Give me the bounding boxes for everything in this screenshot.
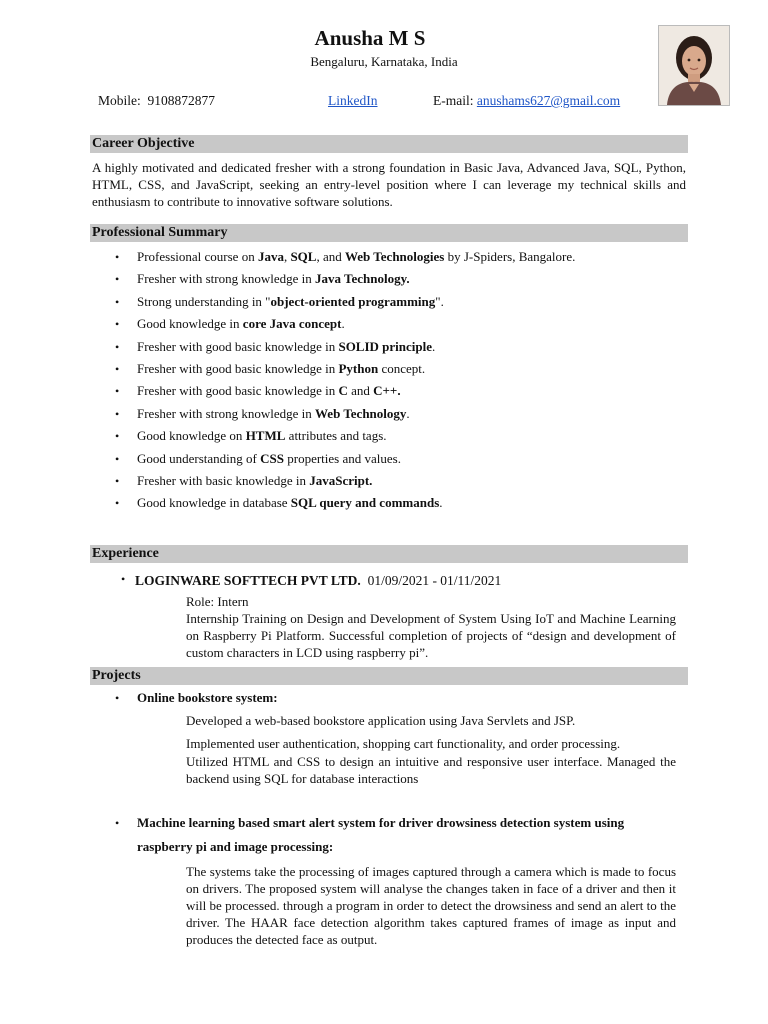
mobile-row xyxy=(98,93,215,109)
project-1-title: Online bookstore system: xyxy=(137,690,278,705)
experience-dates: 01/09/2021 - 01/11/2021 xyxy=(367,573,502,588)
summary-item: Fresher with strong knowledge in Web Technology. xyxy=(137,405,410,421)
project-1-line-2: Implemented user authentication, shopping cart functionality, and order processing. xyxy=(186,736,621,751)
section-professional-summary: Professional Summary xyxy=(90,224,688,242)
summary-item: Good knowledge in database SQL query and commands. xyxy=(137,495,443,511)
experience-bullet: • xyxy=(121,572,126,586)
mobile-label: Mobile: xyxy=(98,93,141,108)
email-link[interactable]: anushams627@gmail.com xyxy=(476,93,621,108)
summary-bullet: • xyxy=(115,317,120,332)
summary-item: Fresher with good basic knowledge in SOLID principle. xyxy=(137,338,436,354)
summary-bullet: • xyxy=(115,294,120,309)
experience-role: Role: Intern xyxy=(186,594,249,609)
project-1-line-3: Utilized HTML and CSS to design an intuitive and responsive user interface. Managed the backend using SQL for database interactions xyxy=(186,754,676,786)
project-1-line-1: Developed a web-based bookstore application using Java Servlets and JSP. xyxy=(186,713,576,728)
profile-photo xyxy=(658,25,730,106)
summary-item: Fresher with good basic knowledge in C and C++. xyxy=(137,383,401,399)
section-experience: Experience xyxy=(90,545,688,563)
summary-bullet: • xyxy=(115,429,120,444)
email-label: E-mail: xyxy=(433,93,474,108)
project-bullet: • xyxy=(115,691,120,705)
summary-bullet: • xyxy=(115,272,120,287)
summary-item: Professional course on Java, SQL, and Web Technologies by J-Spiders, Bangalore. xyxy=(137,249,576,264)
summary-item: Good knowledge on HTML attributes and tags. xyxy=(137,428,387,444)
section-career-objective: Career Objective xyxy=(90,135,688,153)
summary-bullet: • xyxy=(115,250,120,264)
summary-bullet: • xyxy=(115,406,120,421)
mobile-number: 9108872877 xyxy=(147,93,215,108)
project-2-title-line-1: Machine learning based smart alert system for driver drowsiness detection system using xyxy=(137,815,625,830)
summary-bullet: • xyxy=(115,496,120,511)
summary-bullet: • xyxy=(115,362,120,376)
project-2-title-line-2: raspberry pi and image processing: xyxy=(137,839,334,854)
summary-item: Strong understanding in "object-oriented programming". xyxy=(137,293,444,309)
summary-bullet: • xyxy=(115,451,120,466)
summary-bullet: • xyxy=(115,384,120,399)
summary-bullet: • xyxy=(115,339,120,354)
candidate-name: Anusha M S xyxy=(314,26,426,50)
experience-description: Internship Training on Design and Development of System Using IoT and Machine Learning on Raspberry Pi Platform. Successful completion of projects of “design and development of custom characters in LCD using raspberry pi”. xyxy=(186,611,676,660)
email-row xyxy=(433,93,620,109)
summary-item: Good knowledge in core Java concept. xyxy=(137,316,345,332)
experience-entry xyxy=(135,573,501,589)
linkedin-link[interactable]: LinkedIn xyxy=(328,93,378,108)
summary-item: Fresher with good basic knowledge in Python concept. xyxy=(137,361,426,376)
section-projects: Projects xyxy=(90,667,688,685)
summary-item: Good understanding of CSS properties and values. xyxy=(137,450,401,466)
project-2-description: The systems take the processing of images captured through a camera which is made to focus on drivers. The proposed system will analyse the changes taken in face of a driver and then it will be processed. through a program in order to detect the drowsiness and send an alert to the driver. The HAAR face detection algorithm takes captured frames of image as input and produces the detected face as output. xyxy=(186,864,676,947)
company-name: LOGINWARE SOFTTECH PVT LTD. xyxy=(135,573,361,588)
summary-bullet: • xyxy=(115,474,120,488)
summary-item: Fresher with strong knowledge in Java Technology. xyxy=(137,271,410,287)
career-objective-text: A highly motivated and dedicated fresher with a strong foundation in Basic Java, Advanced Java, SQL, Python, HTML, CSS, and JavaScript, seeking an entry-level position where I can leverage my technical skills and enthusiasm to contribute to innovative software solutions. xyxy=(92,160,686,209)
summary-item: Fresher with basic knowledge in JavaScript. xyxy=(137,473,373,488)
project-bullet: • xyxy=(115,816,120,830)
candidate-location: Bengaluru, Karnataka, India xyxy=(310,54,458,69)
